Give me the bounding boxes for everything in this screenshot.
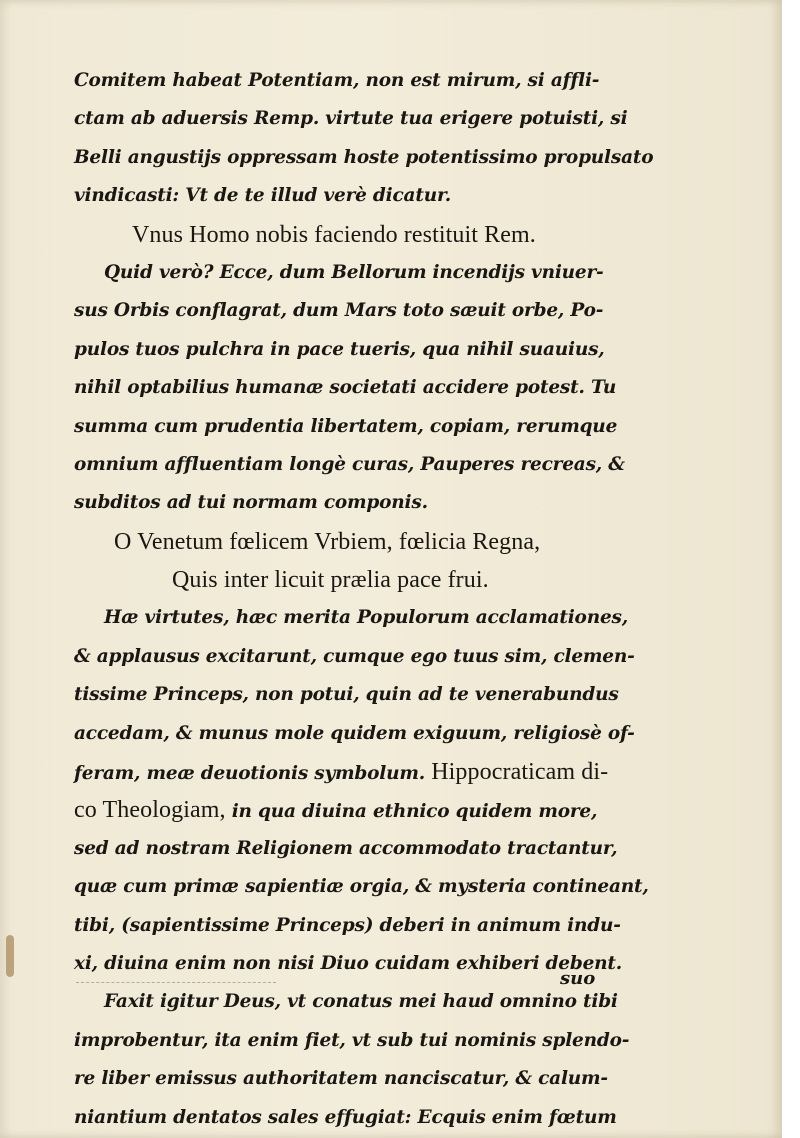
text-line: omnium affluentiam longè curas, Pauperes recreas, & [74,453,625,475]
text-line: quæ cum primæ sapientiæ orgia, & mysteria contineant, [74,876,649,898]
verse-line: O Venetum fœlicem Vrbiem, fœlicia Regna, [114,528,541,555]
text-line: sed ad nostram Religionem accommodato tractantur, [74,837,618,859]
text-line: & applausus excitarunt, cumque ego tuus sim, clemen- [74,645,635,667]
text-line: xi, diuina enim non nisi Diuo cuidam exhiberi debent. [74,952,622,974]
text-line: ctam ab aduersis Remp. virtute tua erigere potuisti, si [74,108,628,130]
divider [76,982,276,983]
text-line: pulos tuos pulchra in pace tueris, qua nihil suauius, [74,338,605,360]
verse-line: Quis inter licuit prælia pace frui. [172,567,489,594]
text-line: nihil optabilius humanæ societati accidere potest. Tu [74,377,617,399]
binding-mark [6,935,14,977]
page-text-block [74,62,654,1137]
text-line: subditos ad tui normam componis. [74,492,428,514]
roman-segment: co Theologiam, [74,797,232,824]
catchword: suo [560,968,596,989]
text-line: tibi, (sapientissime Princeps) deberi in animum indu- [74,914,621,936]
text-line: re liber emissus authoritatem nanciscatur, & calum- [74,1068,608,1090]
text-line: improbentur, ita enim fiet, vt sub tui nominis splendo- [74,1029,630,1051]
text-line: Quid verò? Ecce, dum Bellorum incendijs vniuer- [104,261,604,283]
text-line: sus Orbis conflagrat, dum Mars toto sæuit orbe, Po- [74,300,604,322]
mixed-text-line [74,791,636,829]
italic-segment: in qua diuina ethnico quidem more, [231,801,598,823]
text-line: accedam, & munus mole quidem exiguum, religiosè of- [74,722,635,744]
mixed-text-line [74,753,636,791]
page-margin [782,0,800,1138]
text-line: Faxit igitur Deus, vt conatus mei haud omnino tibi [104,991,618,1013]
roman-segment: Hippocraticam di- [431,759,609,786]
italic-segment: feram, meæ deuotionis symbolum. [74,763,432,785]
verse-line: Vnus Homo nobis faciendo restituit Rem. [132,221,536,248]
text-line: vindicasti: Vt de te illud verè dicatur. [74,185,452,207]
text-line: Hæ virtutes, hæc merita Populorum acclamationes, [104,607,628,629]
text-line: tissime Princeps, non potui, quin ad te venerabundus [74,684,619,706]
text-line: summa cum prudentia libertatem, copiam, rerumque [74,415,618,437]
text-line: Comitem habeat Potentiam, non est mirum, si affli- [74,70,600,91]
text-line: niantium dentatos sales effugiat: Ecquis enim fœtum [74,1106,617,1128]
text-line: Belli angustijs oppressam hoste potentissimo propulsato [74,146,654,168]
